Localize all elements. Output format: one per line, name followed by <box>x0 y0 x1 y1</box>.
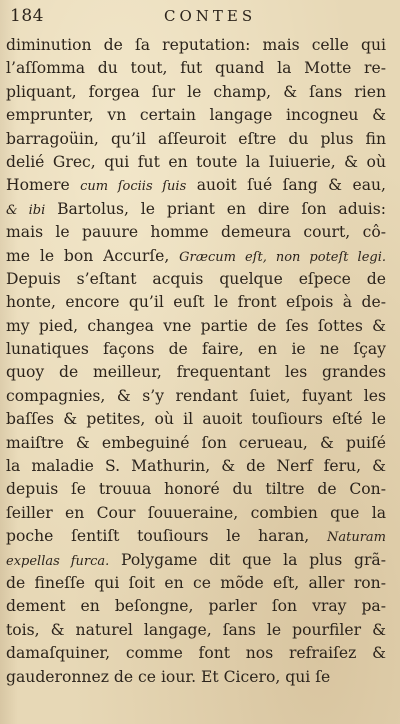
text-line <box>6 361 386 384</box>
text-segment: quoy de meilleur, frequentant les grandes <box>6 363 386 382</box>
text-segment: delié Grec, qui fut en toute la Iuiuerie, & où <box>6 152 386 171</box>
italic-latin-phrase: & ibi <box>6 202 46 218</box>
text-line <box>6 595 386 618</box>
text-segment: emprunter, vn certain langage incogneu & <box>6 106 386 125</box>
text-line <box>6 619 386 642</box>
text-line <box>6 198 386 221</box>
italic-latin-phrase: cum ſociis ſuis <box>80 179 187 195</box>
text-segment: Polygame dit que la plus grã- <box>109 550 386 569</box>
text-segment: compagnies, & s’y rendant ſuiet, fuyant les <box>6 386 386 405</box>
text-line <box>6 549 386 572</box>
text-segment: lunatiques façons de faire, en ie ne ſçay <box>6 340 386 359</box>
text-segment: la maladie S. Mathurin, & de Nerf feru, & <box>6 457 386 476</box>
text-line <box>6 291 386 314</box>
text-segment: mais le pauure homme demeura court, cô- <box>6 223 386 242</box>
text-line <box>6 128 386 151</box>
text-segment: Homere <box>6 176 81 195</box>
text-line <box>6 57 386 80</box>
text-line <box>6 34 386 57</box>
text-segment: dement en beſongne, parler ſon vray pa- <box>6 597 386 616</box>
text-line <box>6 315 386 338</box>
italic-latin-phrase: expellas furca. <box>6 553 110 569</box>
italic-latin-phrase: Græcum eſt, non poteſt legi. <box>179 249 386 265</box>
text-segment: maiſtre & embeguiné ſon cerueau, & puiſé <box>6 433 386 452</box>
page-header <box>8 4 380 28</box>
text-segment: diminution de ſa reputation: mais celle qui <box>6 36 386 54</box>
text-segment: poche ſentiſt touſiours le haran, <box>6 527 327 546</box>
text-segment: de fineſſe qui ſoit en ce mõde eſt, aller ron- <box>6 573 386 592</box>
text-line <box>6 478 386 501</box>
body-text <box>6 34 386 689</box>
text-line <box>6 572 386 595</box>
text-line <box>6 174 386 197</box>
text-segment: Depuis s’eſtant acquis quelque eſpece de <box>6 269 386 288</box>
text-line <box>6 151 386 174</box>
text-line <box>6 642 386 665</box>
text-line <box>6 81 386 104</box>
text-segment: Bartolus, le priant en dire ſon aduis: <box>45 199 386 218</box>
text-segment: tois, & naturel langage, ſans le pourfiler & <box>6 620 386 639</box>
text-line <box>6 525 386 548</box>
text-line <box>6 455 386 478</box>
text-segment: gauderonnez de ce iour. Et Cicero, qui ſe <box>6 667 331 686</box>
text-segment: l’aſſomma du tout, fut quand la Motte re- <box>6 59 386 78</box>
text-segment: auoit ſué ſang & eau, <box>186 176 386 195</box>
text-line <box>6 245 386 268</box>
text-segment: pliquant, forgea ſur le champ, & ſans rien <box>6 82 386 101</box>
text-segment: depuis ſe trouua honoré du tiltre de Con- <box>6 480 386 499</box>
text-line <box>6 338 386 361</box>
text-line <box>6 104 386 127</box>
text-segment: barragoüin, qu’il aſſeuroit eſtre du plus fin <box>6 129 386 148</box>
text-segment: baſſes & petites, où il auoit touſiours eſté le <box>6 410 386 429</box>
text-segment: my pied, changea vne partie de ſes ſottes & <box>6 316 386 335</box>
italic-latin-phrase: Naturam <box>326 530 386 546</box>
text-segment: damaſquiner, comme font nos refraiſez & <box>6 644 386 663</box>
text-line <box>6 385 386 408</box>
text-segment: me le bon Accurſe, <box>6 246 180 265</box>
text-segment: honte, encore qu’il euſt le front eſpois à de- <box>6 293 386 312</box>
text-line <box>6 502 386 525</box>
text-line <box>6 268 386 291</box>
running-title: CONTES <box>164 7 257 25</box>
text-line <box>6 221 386 244</box>
text-line <box>6 432 386 455</box>
text-segment: ſeiller en Cour ſouueraine, combien que la <box>6 503 386 522</box>
text-line <box>6 666 386 689</box>
text-line <box>6 408 386 431</box>
page-number: 184 <box>10 6 44 26</box>
